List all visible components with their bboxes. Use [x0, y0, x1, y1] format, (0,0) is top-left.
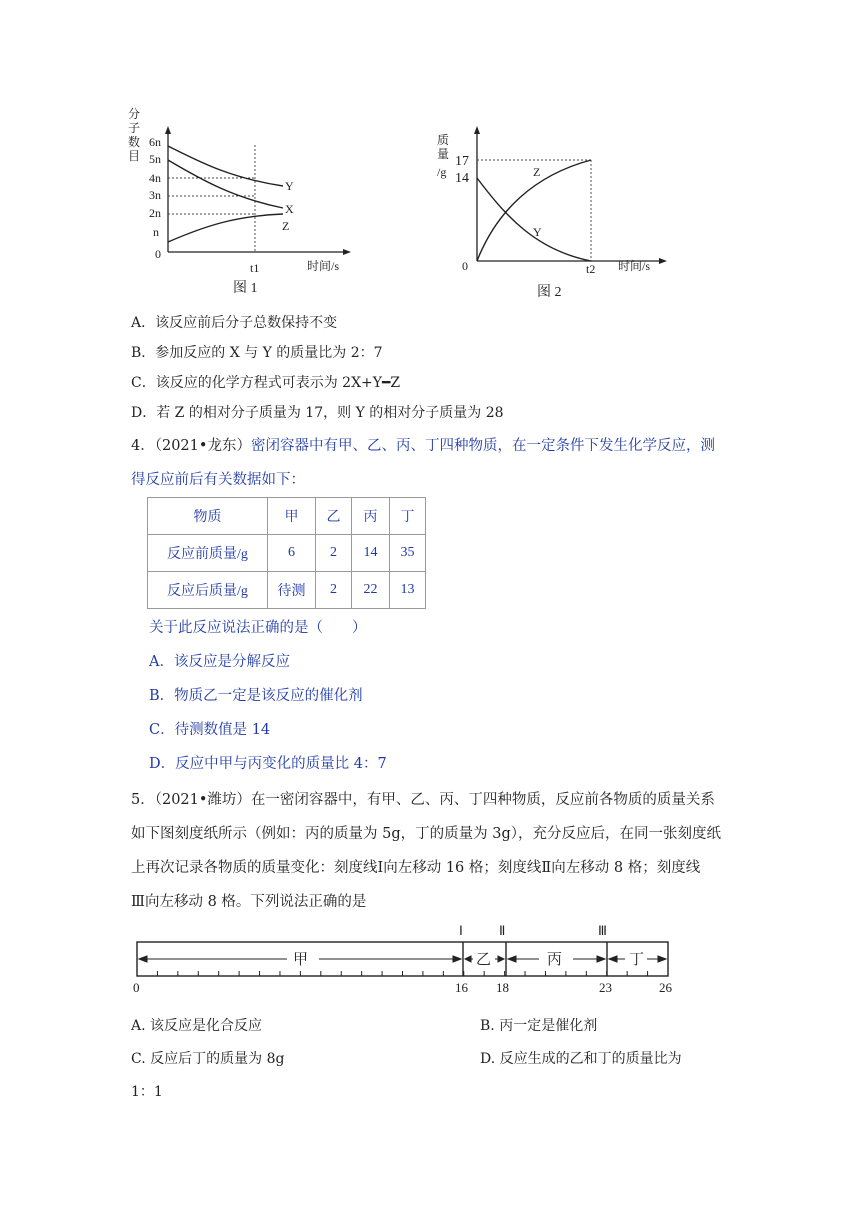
q5-option-b[interactable]: B. 丙一定是催化剂	[480, 1018, 598, 1034]
table-cell: 反应前质量/g	[148, 535, 268, 572]
q4-stem-text: 密闭容器中有甲、乙、丙、丁四种物质，在一定条件下发生化学反应，测	[250, 438, 715, 454]
q4-prompt: 关于此反应说法正确的是（ ）	[149, 620, 367, 636]
fig1-ylabel-char: 目	[128, 149, 141, 163]
fig2-origin: 0	[462, 259, 468, 273]
fig2-x-arrow	[659, 258, 667, 264]
table-header-cell: 丙	[352, 498, 390, 535]
fig1-origin: 0	[155, 247, 161, 261]
fig1-ylabel-char: 数	[128, 135, 141, 149]
table-cell: 反应后质量/g	[148, 572, 268, 609]
fig2-series-label: Z	[533, 165, 541, 179]
q5-stem-line: 5．（2021•潍坊）在一密闭容器中，有甲、乙、丙、丁四种物质，反应前各物质的质量关系	[131, 792, 715, 808]
fig2-y-arrow	[474, 126, 480, 134]
fig1-ytick: 4n	[149, 171, 161, 185]
fig2-ylabel-char: /g	[437, 165, 447, 179]
table-header-row	[148, 498, 426, 535]
q3-option-a[interactable]: A．该反应前后分子总数保持不变	[131, 315, 338, 331]
seg-ding-arrowhead-right	[658, 956, 666, 962]
table-header-cell: 乙	[316, 498, 352, 535]
figure-1-graph	[125, 100, 365, 300]
q5-option-a[interactable]: A. 该反应是化合反应	[131, 1018, 263, 1034]
fig1-y-arrow	[165, 126, 171, 134]
scale-segment-label: 甲	[293, 952, 309, 968]
table-cell: 2	[316, 572, 352, 609]
fig1-series-label: Y	[285, 179, 294, 193]
q5-stem-line: Ⅲ向左移动 8 格。下列说法正确的是	[131, 894, 367, 910]
table-cell: 13	[390, 572, 426, 609]
table-cell: 35	[390, 535, 426, 572]
fig1-series-label: Z	[282, 219, 290, 233]
fig1-curve-x	[168, 160, 283, 208]
table-row	[148, 535, 426, 572]
q3-option-b[interactable]: B．参加反应的 X 与 Y 的质量比为 2：7	[131, 345, 383, 361]
q4-stem-line-1	[131, 436, 715, 456]
q5-stem-line: 上再次记录各物质的质量变化：刻度线Ⅰ向左移动 16 格；刻度线Ⅱ向左移动 8 格；刻度线	[131, 860, 701, 876]
q5-option-c[interactable]: C. 反应后丁的质量为 8g	[131, 1051, 285, 1067]
scale-tick-value: 0	[133, 980, 140, 993]
table-row	[148, 572, 426, 609]
fig1-ytick: n	[153, 225, 159, 239]
scale-marker-label: Ⅲ	[598, 923, 607, 938]
fig1-caption: 图 1	[233, 281, 258, 296]
scale-marker-label: Ⅱ	[499, 923, 506, 938]
q4-option-d[interactable]: D．反应中甲与丙变化的质量比 4：7	[149, 756, 387, 772]
fig1-ytick: 3n	[149, 188, 161, 202]
scale-marker-label: Ⅰ	[459, 923, 463, 938]
fig1-xtick: t1	[250, 261, 260, 275]
q4-data-table	[147, 497, 426, 609]
table-header-cell: 甲	[268, 498, 316, 535]
fig1-ytick: 5n	[149, 152, 161, 166]
seg-ding-arrowhead-left	[609, 956, 617, 962]
q4-option-a[interactable]: A．该反应是分解反应	[149, 654, 290, 670]
figure-2-graph	[425, 120, 675, 305]
seg-yi-arrowhead-right	[498, 956, 504, 962]
fig1-ytick: 2n	[149, 206, 161, 220]
q5-option-d[interactable]: D. 反应生成的乙和丁的质量比为	[480, 1051, 682, 1067]
table-header-cell: 物质	[148, 498, 268, 535]
q3-option-c[interactable]: C．该反应的化学方程式可表示为 2X+Y━Z	[131, 375, 401, 391]
fig2-xtick: t2	[586, 262, 596, 276]
q5-stem-line: 如下图刻度纸所示（例如：丙的质量为 5g，丁的质量为 3g），充分反应后，在同一张刻度纸	[131, 826, 721, 842]
scale-segment-label: 乙	[476, 952, 492, 968]
q4-number: 4．	[131, 438, 155, 454]
seg-jia-arrowhead-left	[139, 956, 147, 962]
table-header-cell: 丁	[390, 498, 426, 535]
fig1-curve-z	[168, 214, 283, 242]
scale-tick-value: 16	[455, 980, 468, 993]
fig1-series-label: X	[285, 202, 294, 216]
q4-stem-line-2: 得反应前后有关数据如下：	[131, 472, 305, 488]
scale-tick-value: 18	[496, 980, 509, 993]
q4-option-b[interactable]: B．物质乙一定是该反应的催化剂	[149, 688, 363, 704]
fig1-xlabel: 时间/s	[307, 259, 340, 273]
fig2-caption: 图 2	[537, 285, 562, 300]
seg-bing-arrowhead-right	[597, 956, 605, 962]
fig1-curve-y	[168, 146, 283, 186]
fig1-ylabel-char: 分	[128, 107, 141, 121]
fig1-ytick: 6n	[149, 135, 161, 149]
table-cell: 6	[268, 535, 316, 572]
fig2-ylabel-char: 质	[437, 133, 450, 147]
fig1-ylabel-char: 子	[128, 121, 141, 135]
scale-segment-label: 丁	[629, 952, 645, 968]
table-cell: 2	[316, 535, 352, 572]
fig1-x-arrow	[343, 249, 351, 255]
scale-tick-value: 23	[599, 980, 612, 993]
scale-tick-value: 26	[659, 980, 672, 993]
q4-option-c[interactable]: C．待测数值是 14	[149, 722, 271, 738]
fig2-ytick: 17	[455, 154, 469, 169]
fig2-series-label: Y	[533, 225, 542, 239]
q4-source: （2021•龙东）	[154, 438, 251, 454]
seg-bing-arrowhead-left	[508, 956, 516, 962]
q5-scale-paper	[125, 918, 685, 993]
table-cell: 待测	[268, 572, 316, 609]
fig2-curve-y	[477, 178, 591, 261]
table-cell: 22	[352, 572, 390, 609]
seg-jia-arrowhead-right	[453, 956, 461, 962]
seg-yi-arrowhead-left	[465, 956, 471, 962]
fig2-ytick: 14	[455, 171, 469, 186]
fig2-ylabel-char: 量	[437, 147, 450, 161]
scale-segment-label: 丙	[547, 952, 563, 968]
fig2-xlabel: 时间/s	[618, 259, 651, 273]
q5-option-d-continuation: 1：1	[131, 1084, 163, 1100]
q3-option-d[interactable]: D．若 Z 的相对分子质量为 17，则 Y 的相对分子质量为 28	[131, 405, 504, 421]
table-cell: 14	[352, 535, 390, 572]
